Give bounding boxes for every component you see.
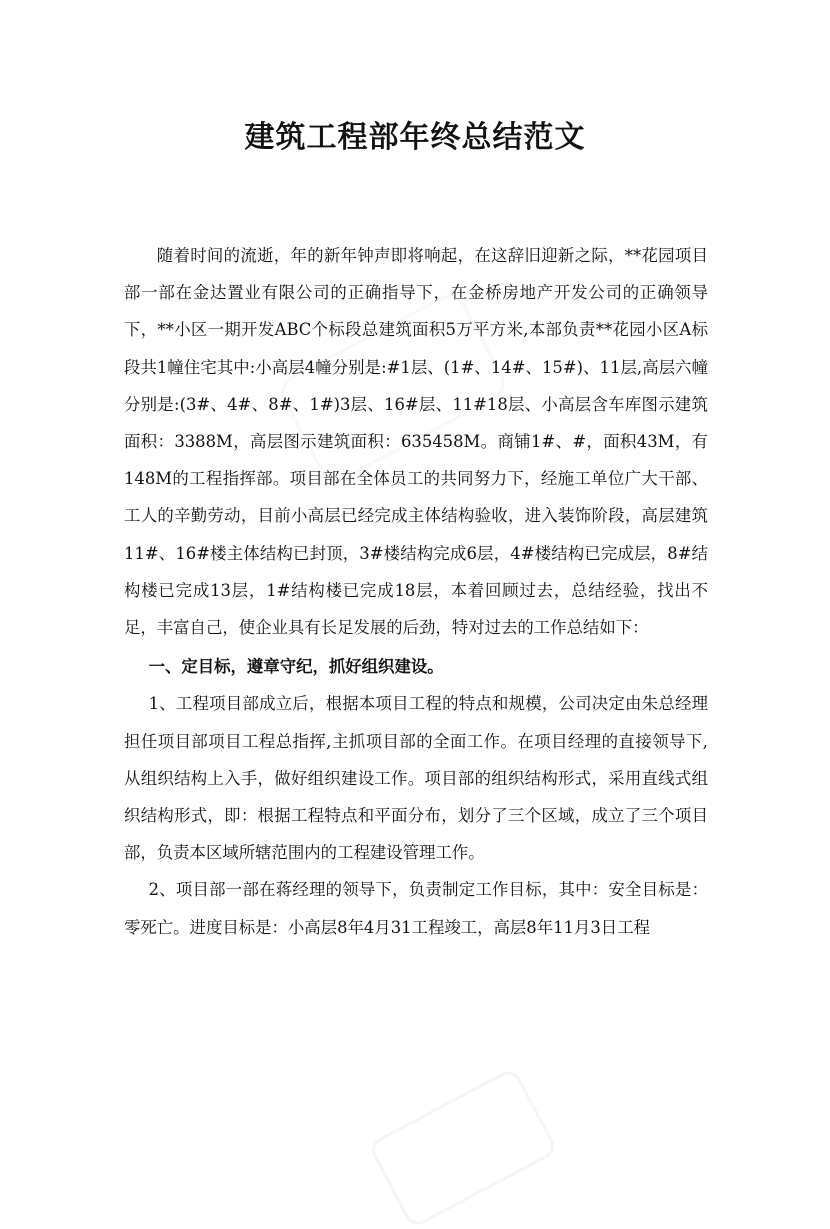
intro-paragraph: 随着时间的流逝，年的新年钟声即将响起，在这辞旧迎新之际，**花园项目部一部在金达置业有限公司的正确指导下，在金桥房地产开发公司的正确领导下，**小区一期开发ABC个标段总建筑面积5万平方米,本部负责**花园小区A标段共1幢住宅其中:小高层4幢分别是:#1层、(1#、14#、15#)、11层,高层六幢分别是:(3#、4#、8#、1#)3层、16#层、11#18层、小高层含车库图示建筑面积：3388M，高层图示建筑面积：635458M。商铺1#、#，面积43M，有148M的工程指挥部。项目部在全体员工的共同努力下，经施工单位广大干部、工人的辛勤劳动，目前小高层已经完成主体结构验收，进入装饰阶段，高层建筑11#、16#楼主体结构已封顶，3#楼结构完成6层，4#楼结构已完成层，8#结构楼已完成13层，1#结构楼已完成18层，本着回顾过去，总结经验，找出不足，丰富自己，使企业具有长足发展的后劲，特对过去的工作总结如下： <box>124 246 708 638</box>
document-body <box>124 237 708 946</box>
item-paragraph-1: 1、工程项目部成立后，根据本项目工程的特点和规模，公司决定由朱总经理担任项目部项目工程总指挥,主抓项目部的全面工作。在项目经理的直接领导下,从组织结构上入手，做好组织建设工作。项目部的组织结构形式，采用直线式组织结构形式，即：根据工程特点和平面分布，划分了三个区域，成立了三个项目部，负责本区域所辖范围内的工程建设管理工作。 <box>124 694 708 863</box>
watermark <box>367 1067 559 1229</box>
document-title: 建筑工程部年终总结范文 <box>244 120 586 155</box>
section-heading: 一、定目标，遵章守纪，抓好组织建设。 <box>148 657 444 677</box>
item-paragraph-2: 2、项目部一部在蒋经理的领导下，负责制定工作目标，其中：安全目标是：零死亡。进度目标是：小高层8年4月31工程竣工，高层8年11月3日工程 <box>124 880 708 937</box>
